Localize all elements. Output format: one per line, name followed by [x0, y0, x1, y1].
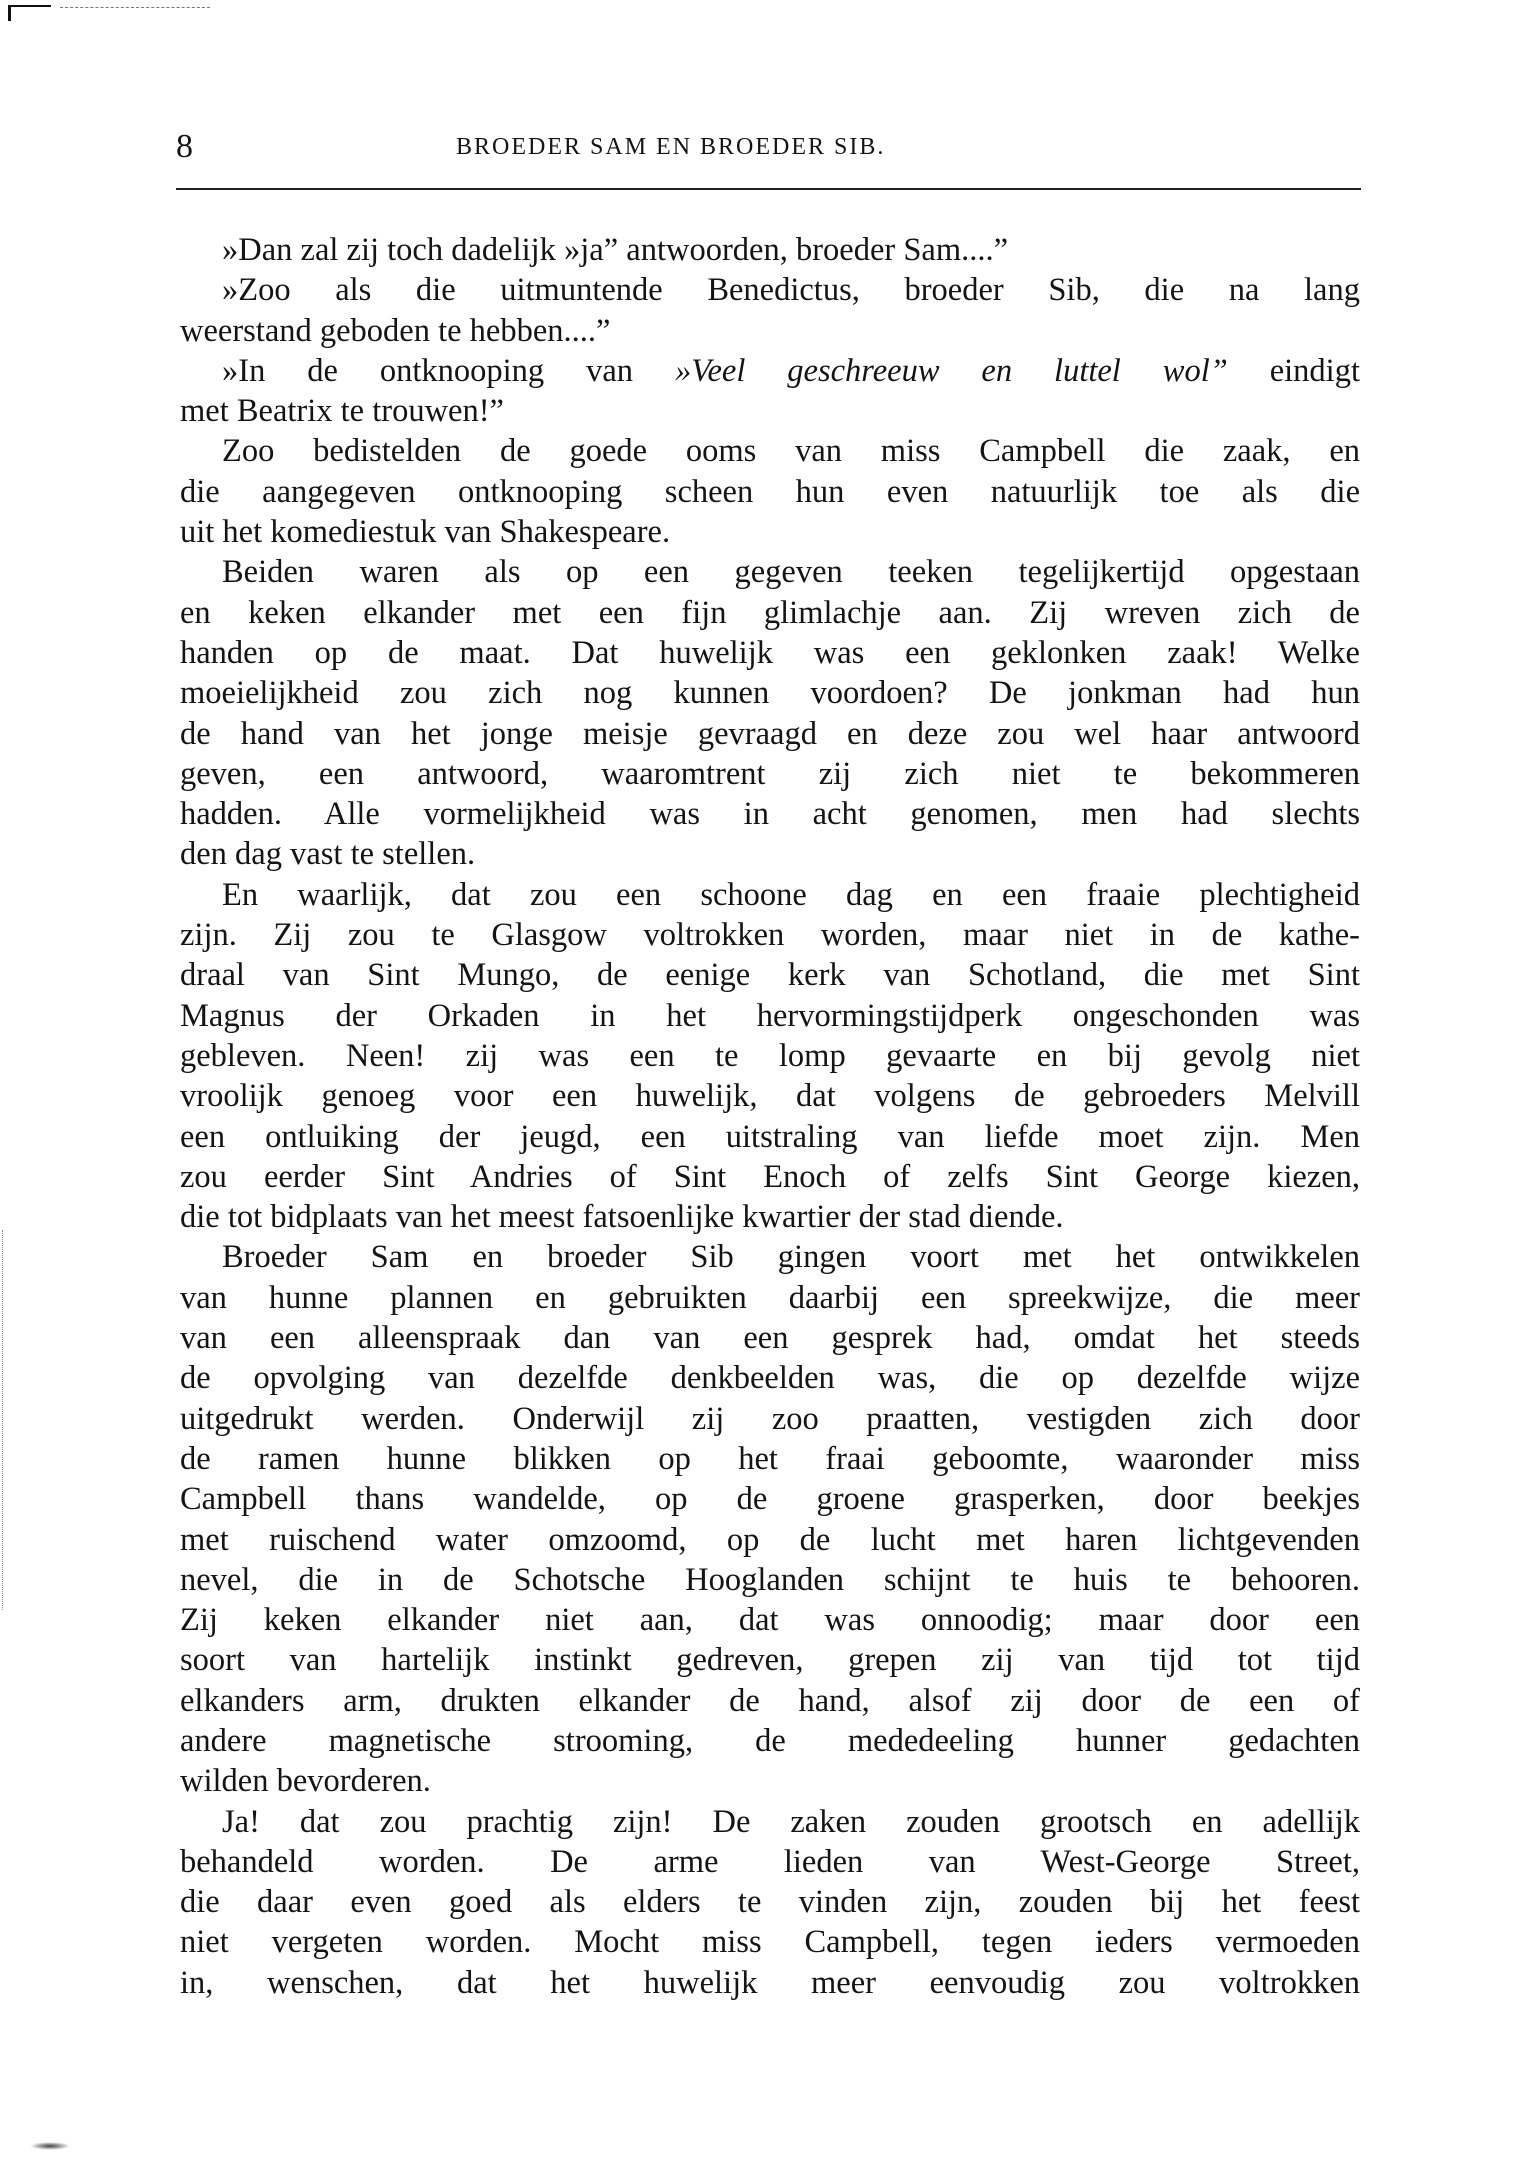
scan-smudge: [30, 2142, 70, 2150]
text-line: draal van Sint Mungo, de eenige kerk van Schotland, die met Sint: [180, 957, 1360, 994]
text-line: uit het komediestuk van Shakespeare.: [180, 514, 671, 551]
text-line: een ontluiking der jeugd, een uitstraling van liefde moet zijn. Men: [180, 1118, 1360, 1155]
text-line: En waarlijk, dat zou een schoone dag en een fraaie plechtigheid: [222, 876, 1360, 913]
text-line: met Beatrix te trouwen!”: [180, 393, 504, 430]
text-line: in, wenschen, dat het huwelijk meer eenvoudig zou voltrokken: [180, 1964, 1360, 2001]
text-line: den dag vast te stellen.: [180, 836, 476, 873]
text-line: [180, 351, 1360, 391]
text-line: behandeld worden. De arme lieden van West-George Street,: [180, 1843, 1360, 1880]
page-number: 8: [176, 128, 193, 165]
text-line: Broeder Sam en broeder Sib gingen voort met het ontwikkelen: [222, 1239, 1360, 1276]
text-line: die tot bidplaats van het meest fatsoenlijke kwartier der stad diende.: [180, 1199, 1064, 1236]
running-head: [176, 128, 1361, 168]
text-line: Ja! dat zou prachtig zijn! De zaken zouden grootsch en adellijk: [222, 1803, 1360, 1840]
text-line: vroolijk genoeg voor een huwelijk, dat volgens de gebroeders Melvill: [180, 1078, 1360, 1115]
text-line: Beiden waren als op een gegeven teeken tegelijkertijd opgestaan: [222, 554, 1360, 591]
text-line: andere magnetische strooming, de mededeeling hunner gedachten: [180, 1722, 1360, 1759]
text-line: »Dan zal zij toch dadelijk »ja” antwoorden, broeder Sam....”: [222, 232, 1009, 268]
text-line: gebleven. Neen! zij was een te lomp gevaarte en bij gevolg niet: [180, 1037, 1360, 1074]
scan-corner-mark: [8, 5, 51, 21]
text-line: Zij keken elkander niet aan, dat was onnoodig; maar door een: [180, 1602, 1360, 1639]
text-line: met ruischend water omzoomd, op de lucht met haren lichtgevenden: [180, 1521, 1360, 1558]
text-line: zijn. Zij zou te Glasgow voltrokken worden, maar niet in de kathe-: [180, 917, 1360, 954]
text-line: Campbell thans wandelde, op de groene grasperken, door beekjes: [180, 1481, 1360, 1518]
italic-title: »Veel geschreeuw en luttel wol”: [674, 352, 1228, 389]
text-segment: eindigt: [1227, 352, 1360, 389]
text-line: die daar even goed als elders te vinden zijn, zouden bij het feest: [180, 1884, 1360, 1921]
text-line: »Zoo als die uitmuntende Benedictus, broeder Sib, die na lang: [222, 272, 1360, 309]
text-line: van een alleenspraak dan van een gesprek had, omdat het steeds: [180, 1320, 1360, 1357]
scan-edge-specks: [60, 7, 210, 8]
text-line: uitgedrukt werden. Onderwijl zij zoo praatten, vestigden zich door: [180, 1400, 1360, 1437]
text-line: handen op de maat. Dat huwelijk was een geklonken zaak! Welke: [180, 634, 1360, 671]
text-line: die aangegeven ontknooping scheen hun even natuurlijk toe als die: [180, 473, 1360, 510]
text-line: nevel, die in de Schotsche Hooglanden schijnt te huis te behooren.: [180, 1561, 1360, 1598]
scan-margin-specks: [2, 1230, 13, 1610]
text-line: geven, een antwoord, waaromtrent zij zich niet te bekommeren: [180, 755, 1360, 792]
text-line: moeielijkheid zou zich nog kunnen voordoen? De jonkman had hun: [180, 675, 1360, 712]
text-line: niet vergeten worden. Mocht miss Campbell, tegen ieders vermoeden: [180, 1924, 1360, 1961]
text-line: elkanders arm, drukten elkander de hand, alsof zij door de een of: [180, 1682, 1360, 1719]
running-title: BROEDER SAM EN BROEDER SIB.: [456, 134, 886, 160]
text-line: weerstand geboden te hebben....”: [180, 312, 611, 349]
text-line: soort van hartelijk instinkt gedreven, grepen zij van tijd tot tijd: [180, 1642, 1360, 1679]
text-line: de ramen hunne blikken op het fraai geboomte, waaronder miss: [180, 1440, 1360, 1477]
text-line: van hunne plannen en gebruikten daarbij een spreekwijze, die meer: [180, 1279, 1360, 1316]
text-line: Zoo bedistelden de goede ooms van miss Campbell die zaak, en: [222, 433, 1360, 470]
text-line: zou eerder Sint Andries of Sint Enoch of zelfs Sint George kiezen,: [180, 1158, 1360, 1195]
text-line: Magnus der Orkaden in het hervormingstijdperk ongeschonden was: [180, 997, 1360, 1034]
header-rule: [176, 188, 1361, 190]
text-line: de hand van het jonge meisje gevraagd en deze zou wel haar antwoord: [180, 715, 1360, 752]
text-segment: »In de ontknooping van: [222, 352, 675, 389]
text-line: hadden. Alle vormelijkheid was in acht genomen, men had slechts: [180, 796, 1360, 833]
body-text: [180, 230, 1360, 2003]
text-line: en keken elkander met een fijn glimlachje aan. Zij wreven zich de: [180, 594, 1360, 631]
text-line: de opvolging van dezelfde denkbeelden was, die op dezelfde wijze: [180, 1360, 1360, 1397]
text-line: wilden bevorderen.: [180, 1763, 431, 1800]
